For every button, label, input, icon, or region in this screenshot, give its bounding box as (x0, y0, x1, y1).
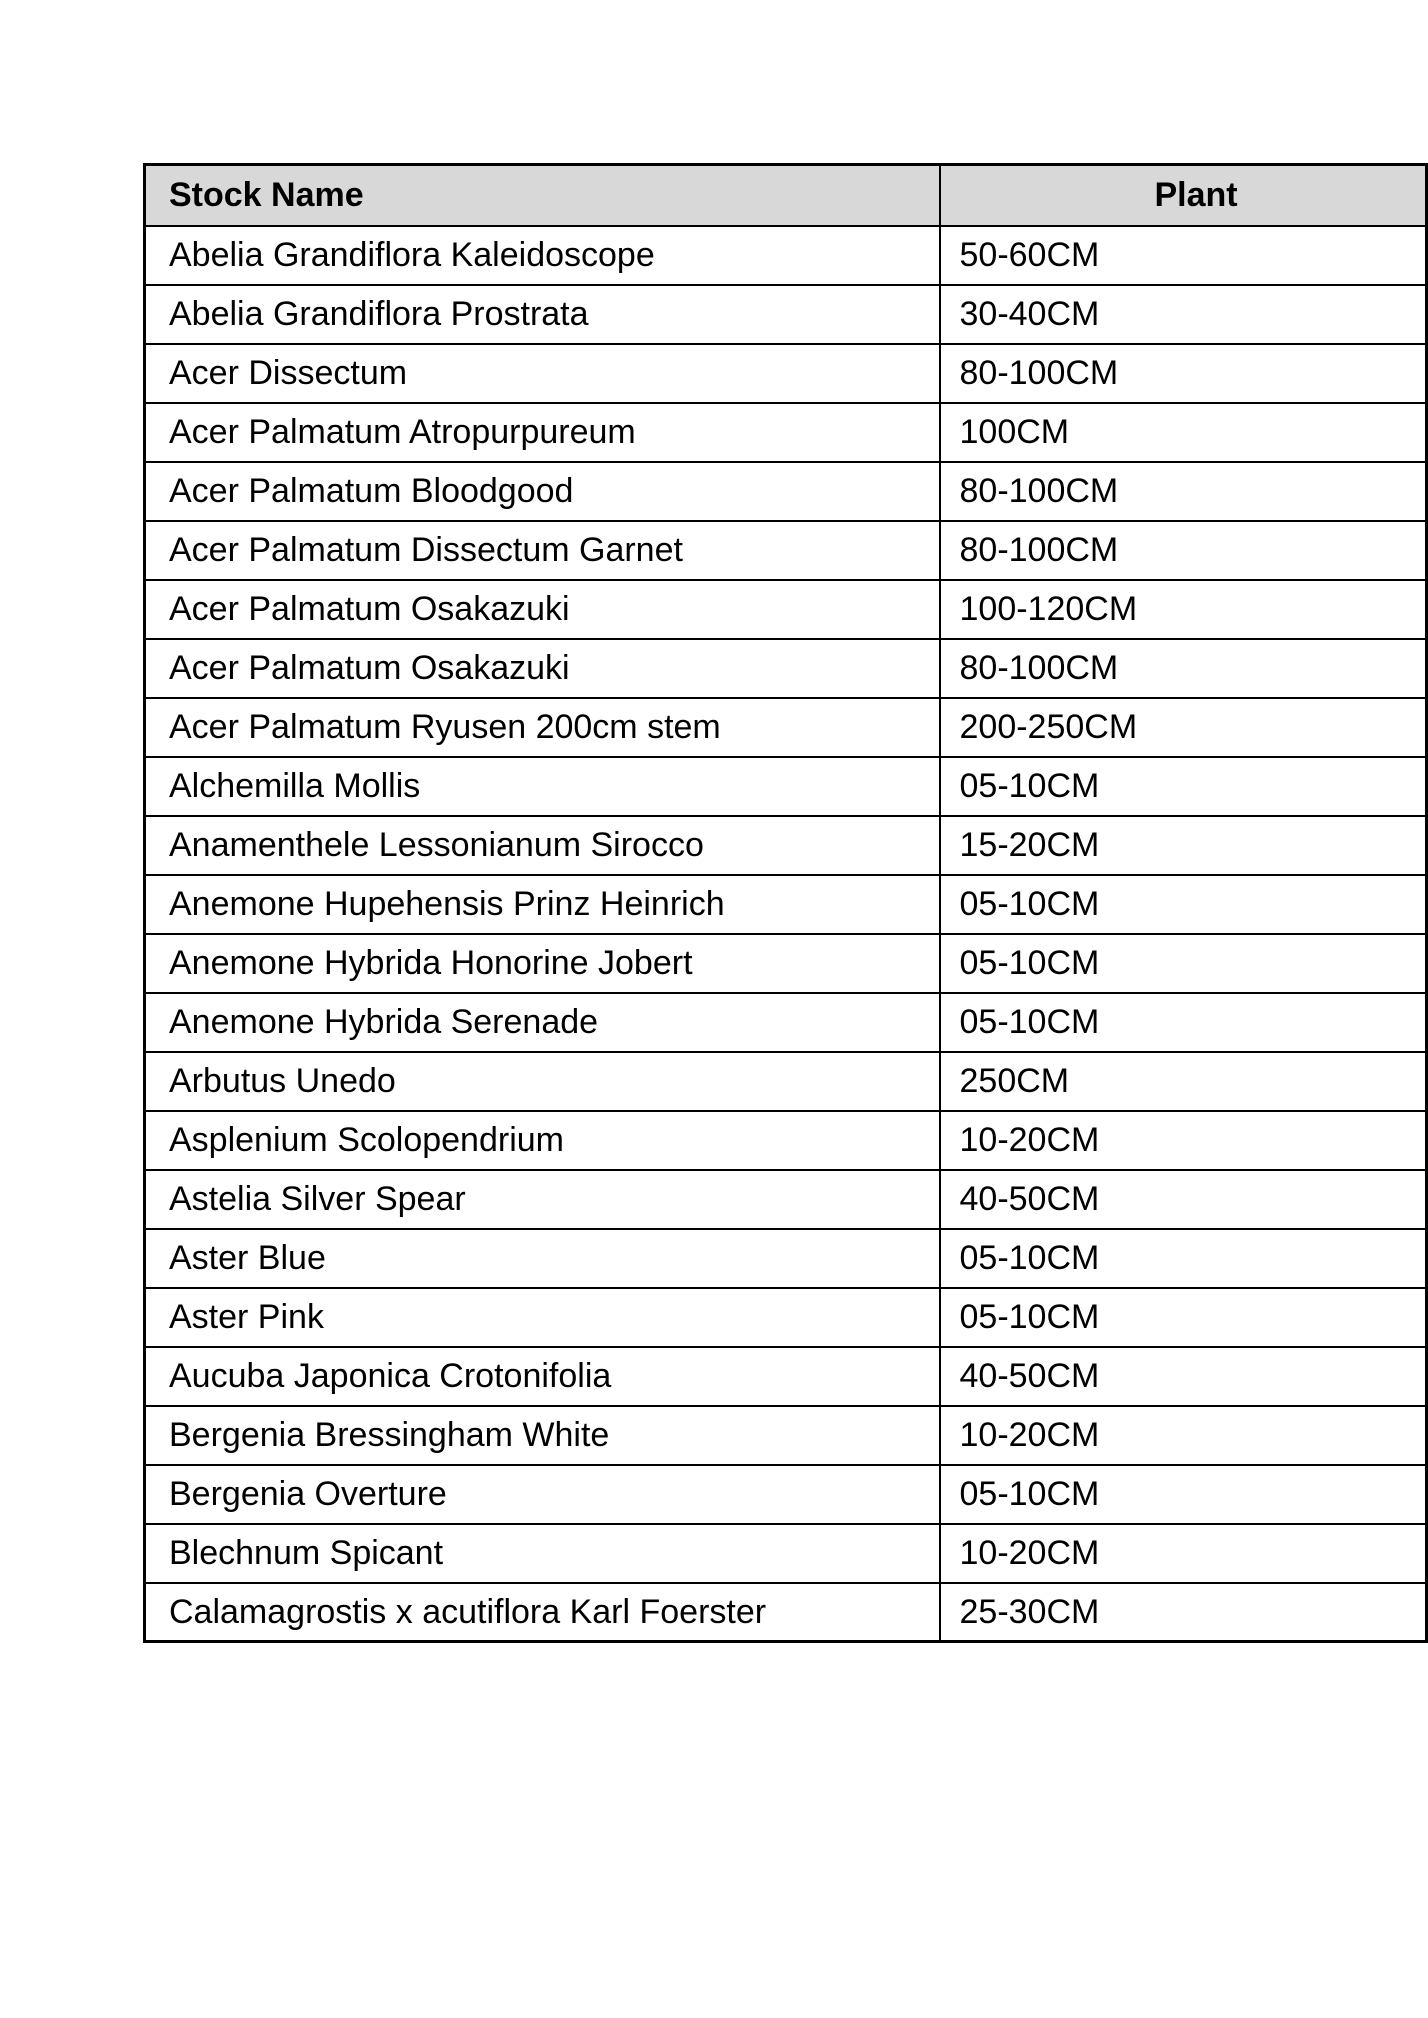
plant-size-cell: 250CM (940, 1052, 1427, 1111)
plant-size-cell: 100CM (940, 403, 1427, 462)
stock-name-cell: Anamenthele Lessonianum Sirocco (145, 816, 940, 875)
table-row (145, 698, 1427, 757)
stock-name-cell: Abelia Grandiflora Kaleidoscope (145, 226, 940, 285)
stock-name-cell: Asplenium Scolopendrium (145, 1111, 940, 1170)
stock-name-cell: Arbutus Unedo (145, 1052, 940, 1111)
stock-name-cell: Bergenia Overture (145, 1465, 940, 1524)
table-row (145, 875, 1427, 934)
stock-name-cell: Astelia Silver Spear (145, 1170, 940, 1229)
plant-size-cell: 80-100CM (940, 521, 1427, 580)
stock-name-cell: Anemone Hybrida Honorine Jobert (145, 934, 940, 993)
stock-name-cell: Acer Palmatum Dissectum Garnet (145, 521, 940, 580)
table-row (145, 521, 1427, 580)
table-row (145, 993, 1427, 1052)
stock-name-cell: Aucuba Japonica Crotonifolia (145, 1347, 940, 1406)
table-row (145, 344, 1427, 403)
plant-size-cell: 10-20CM (940, 1111, 1427, 1170)
table-row (145, 580, 1427, 639)
plant-size-cell: 80-100CM (940, 344, 1427, 403)
table-row (145, 639, 1427, 698)
table-row (145, 934, 1427, 993)
stock-list-table (143, 163, 1428, 1643)
plant-size-cell: 05-10CM (940, 875, 1427, 934)
stock-name-cell: Alchemilla Mollis (145, 757, 940, 816)
plant-size-cell: 10-20CM (940, 1406, 1427, 1465)
plant-size-cell: 25-30CM (940, 1583, 1427, 1642)
table-row (145, 462, 1427, 521)
plant-size-cell: 50-60CM (940, 226, 1427, 285)
stock-name-cell: Aster Blue (145, 1229, 940, 1288)
plant-size-cell: 10-20CM (940, 1524, 1427, 1583)
stock-name-cell: Anemone Hybrida Serenade (145, 993, 940, 1052)
stock-name-cell: Blechnum Spicant (145, 1524, 940, 1583)
table-row (145, 757, 1427, 816)
stock-name-cell: Acer Palmatum Atropurpureum (145, 403, 940, 462)
stock-name-cell: Acer Palmatum Osakazuki (145, 580, 940, 639)
plant-size-cell: 80-100CM (940, 639, 1427, 698)
table-row (145, 1524, 1427, 1583)
stock-name-cell: Acer Dissectum (145, 344, 940, 403)
stock-name-header: Stock Name (145, 165, 940, 226)
table-row (145, 1288, 1427, 1347)
plant-size-cell: 05-10CM (940, 934, 1427, 993)
table-row (145, 1583, 1427, 1642)
stock-name-cell: Anemone Hupehensis Prinz Heinrich (145, 875, 940, 934)
plant-size-cell: 05-10CM (940, 993, 1427, 1052)
plant-size-cell: 80-100CM (940, 462, 1427, 521)
table-row (145, 1170, 1427, 1229)
table-row (145, 1111, 1427, 1170)
table-row (145, 1465, 1427, 1524)
plant-size-cell: 05-10CM (940, 1229, 1427, 1288)
plant-size-cell: 40-50CM (940, 1347, 1427, 1406)
plant-size-cell: 05-10CM (940, 1288, 1427, 1347)
stock-name-cell: Acer Palmatum Ryusen 200cm stem (145, 698, 940, 757)
table-header-row (145, 165, 1427, 226)
plant-size-header: Plant (940, 165, 1427, 226)
table-row (145, 1406, 1427, 1465)
table-row (145, 226, 1427, 285)
table-row (145, 816, 1427, 875)
table-row (145, 403, 1427, 462)
plant-size-cell: 15-20CM (940, 816, 1427, 875)
plant-size-cell: 200-250CM (940, 698, 1427, 757)
table-row (145, 1347, 1427, 1406)
stock-name-cell: Acer Palmatum Bloodgood (145, 462, 940, 521)
stock-name-cell: Abelia Grandiflora Prostrata (145, 285, 940, 344)
table-row (145, 285, 1427, 344)
stock-name-cell: Calamagrostis x acutiflora Karl Foerster (145, 1583, 940, 1642)
plant-size-cell: 05-10CM (940, 757, 1427, 816)
plant-size-cell: 30-40CM (940, 285, 1427, 344)
plant-size-cell: 40-50CM (940, 1170, 1427, 1229)
stock-name-cell: Aster Pink (145, 1288, 940, 1347)
plant-size-cell: 05-10CM (940, 1465, 1427, 1524)
table-row (145, 1229, 1427, 1288)
table-row (145, 1052, 1427, 1111)
stock-name-cell: Acer Palmatum Osakazuki (145, 639, 940, 698)
plant-size-cell: 100-120CM (940, 580, 1427, 639)
stock-name-cell: Bergenia Bressingham White (145, 1406, 940, 1465)
